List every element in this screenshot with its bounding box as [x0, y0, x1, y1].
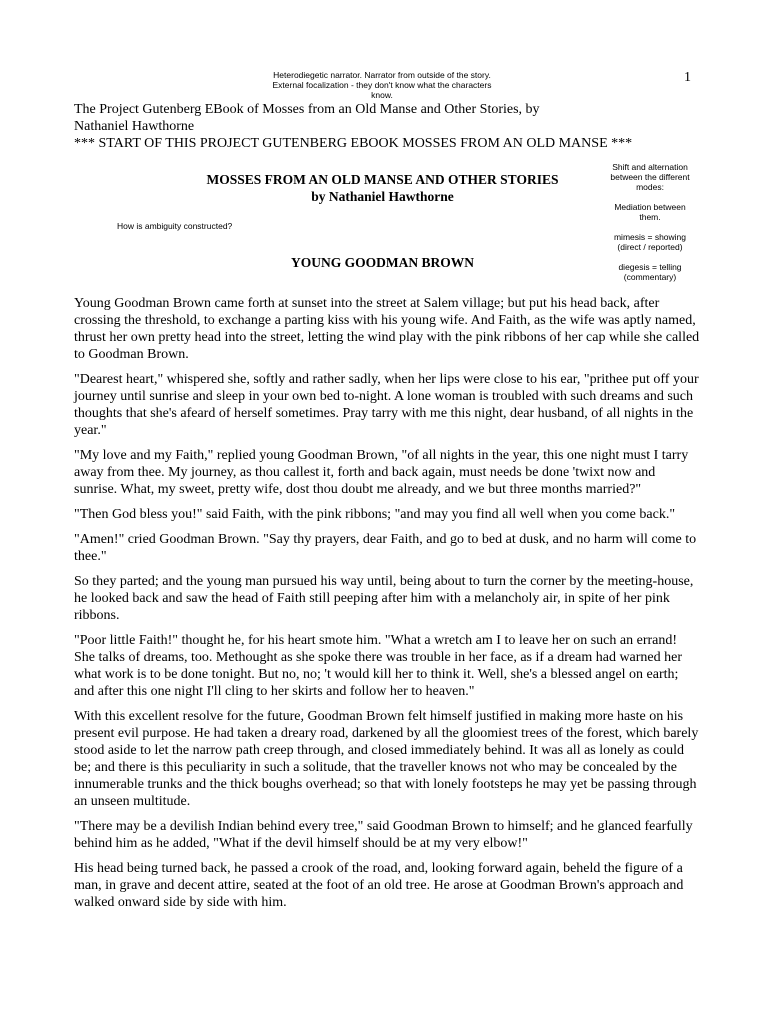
author-line: by Nathaniel Hawthorne: [311, 189, 454, 204]
story-paragraph: With this excellent resolve for the future, Goodman Brown felt himself justified in making more haste on his present evil purpose. He had taken a dreary road, darkened by all the gloomiest trees of the forest, which barely stood aside to let the narrow path creep through, and closed immediately behind. It was all as lonely as could be; and there is this peculiarity in such a solitude, that the traveller knows not who may be concealed by the innumerable trunks and the thick boughs overhead; so that with lonely footsteps he may yet be passing through an unseen multitude.: [74, 709, 699, 809]
story-paragraph: "Then God bless you!" said Faith, with the pink ribbons; "and may you find all well when you come back.": [74, 507, 676, 522]
intro-line: Nathaniel Hawthorne: [74, 119, 195, 134]
story-paragraph: "Amen!" cried Goodman Brown. "Say thy prayers, dear Faith, and go to bed at dusk, and no harm will come to thee.": [74, 532, 697, 564]
story-paragraph: Young Goodman Brown came forth at sunset into the street at Salem village; but put his head back, after crossing the threshold, to exchange a parting kiss with his young wife. And Faith, as the wife was aptly named, thrust her own pretty head into the street, letting the wind play with the pink ribbons of her cap while she called to Goodman Brown.: [74, 296, 700, 362]
story-paragraph: His head being turned back, he passed a crook of the road, and, looking forward again, beheld the figure of a man, in grave and decent attire, seated at the foot of an old tree. He arose at Goodman Brown's approach and walked onward side by side with him.: [74, 861, 684, 910]
page-number: 1: [684, 70, 691, 85]
book-title: MOSSES FROM AN OLD MANSE AND OTHER STORIES: [206, 172, 559, 187]
annotation-line: External focalization - they don't know what the characters: [272, 80, 492, 90]
intro-line: The Project Gutenberg EBook of Mosses from an Old Manse and Other Stories, by: [74, 102, 540, 117]
annotation-line: know.: [371, 90, 393, 100]
book-title-block: [170, 171, 595, 205]
narrator-annotation: [262, 70, 502, 100]
margin-notes: [604, 162, 696, 292]
intro-start-marker: *** START OF THIS PROJECT GUTENBERG EBOOK MOSSES FROM AN OLD MANSE ***: [74, 136, 633, 151]
gutenberg-intro: [74, 101, 714, 152]
story-paragraph: "There may be a devilish Indian behind every tree," said Goodman Brown to himself; and he glanced fearfully behind him as he added, "What if the devil himself should be at my very elbow!": [74, 819, 693, 851]
ambiguity-annotation: How is ambiguity constructed?: [117, 221, 233, 231]
story-title: YOUNG GOODMAN BROWN: [291, 255, 474, 270]
story-paragraph: "My love and my Faith," replied young Goodman Brown, "of all nights in the year, this one night must I tarry away from thee. My journey, as thou callest it, forth and back again, must needs be done 'twixt now and sunrise. What, my sweet, pretty wife, dost thou doubt me already, and we but three months married?": [74, 448, 689, 497]
story-paragraph: "Poor little Faith!" thought he, for his heart smote him. "What a wretch am I to leave her on such an errand! She talks of dreams, too. Methought as she spoke there was trouble in her face, as if a dream had warned her what work is to be done tonight. But no, no; 't would kill her to think it. Well, she's a blessed angel on earth; and after this one night I'll cling to her skirts and follow her to heaven.": [74, 633, 683, 699]
story-paragraph: "Dearest heart," whispered she, softly and rather sadly, when her lips were close to his ear, "prithee put off your journey until sunrise and sleep in your own bed to-night. A lone woman is troubled with such dreams and such thoughts that she's afeard of herself sometimes. Pray tarry with me this night, dear husband, of all nights in the year.": [74, 372, 699, 438]
story-body: [74, 295, 700, 919]
margin-note: Mediation between them.: [614, 202, 686, 222]
margin-note: diegesis = telling (commentary): [618, 262, 682, 282]
annotation-line: Heterodiegetic narrator. Narrator from outside of the story.: [273, 70, 491, 80]
margin-note: Shift and alternation between the different modes:: [610, 162, 690, 192]
margin-note: mimesis = showing (direct / reported): [613, 232, 687, 252]
story-paragraph: So they parted; and the young man pursued his way until, being about to turn the corner by the meeting-house, he looked back and saw the head of Faith still peeping after him with a melancholy air, in spite of her pink ribbons.: [74, 574, 694, 623]
